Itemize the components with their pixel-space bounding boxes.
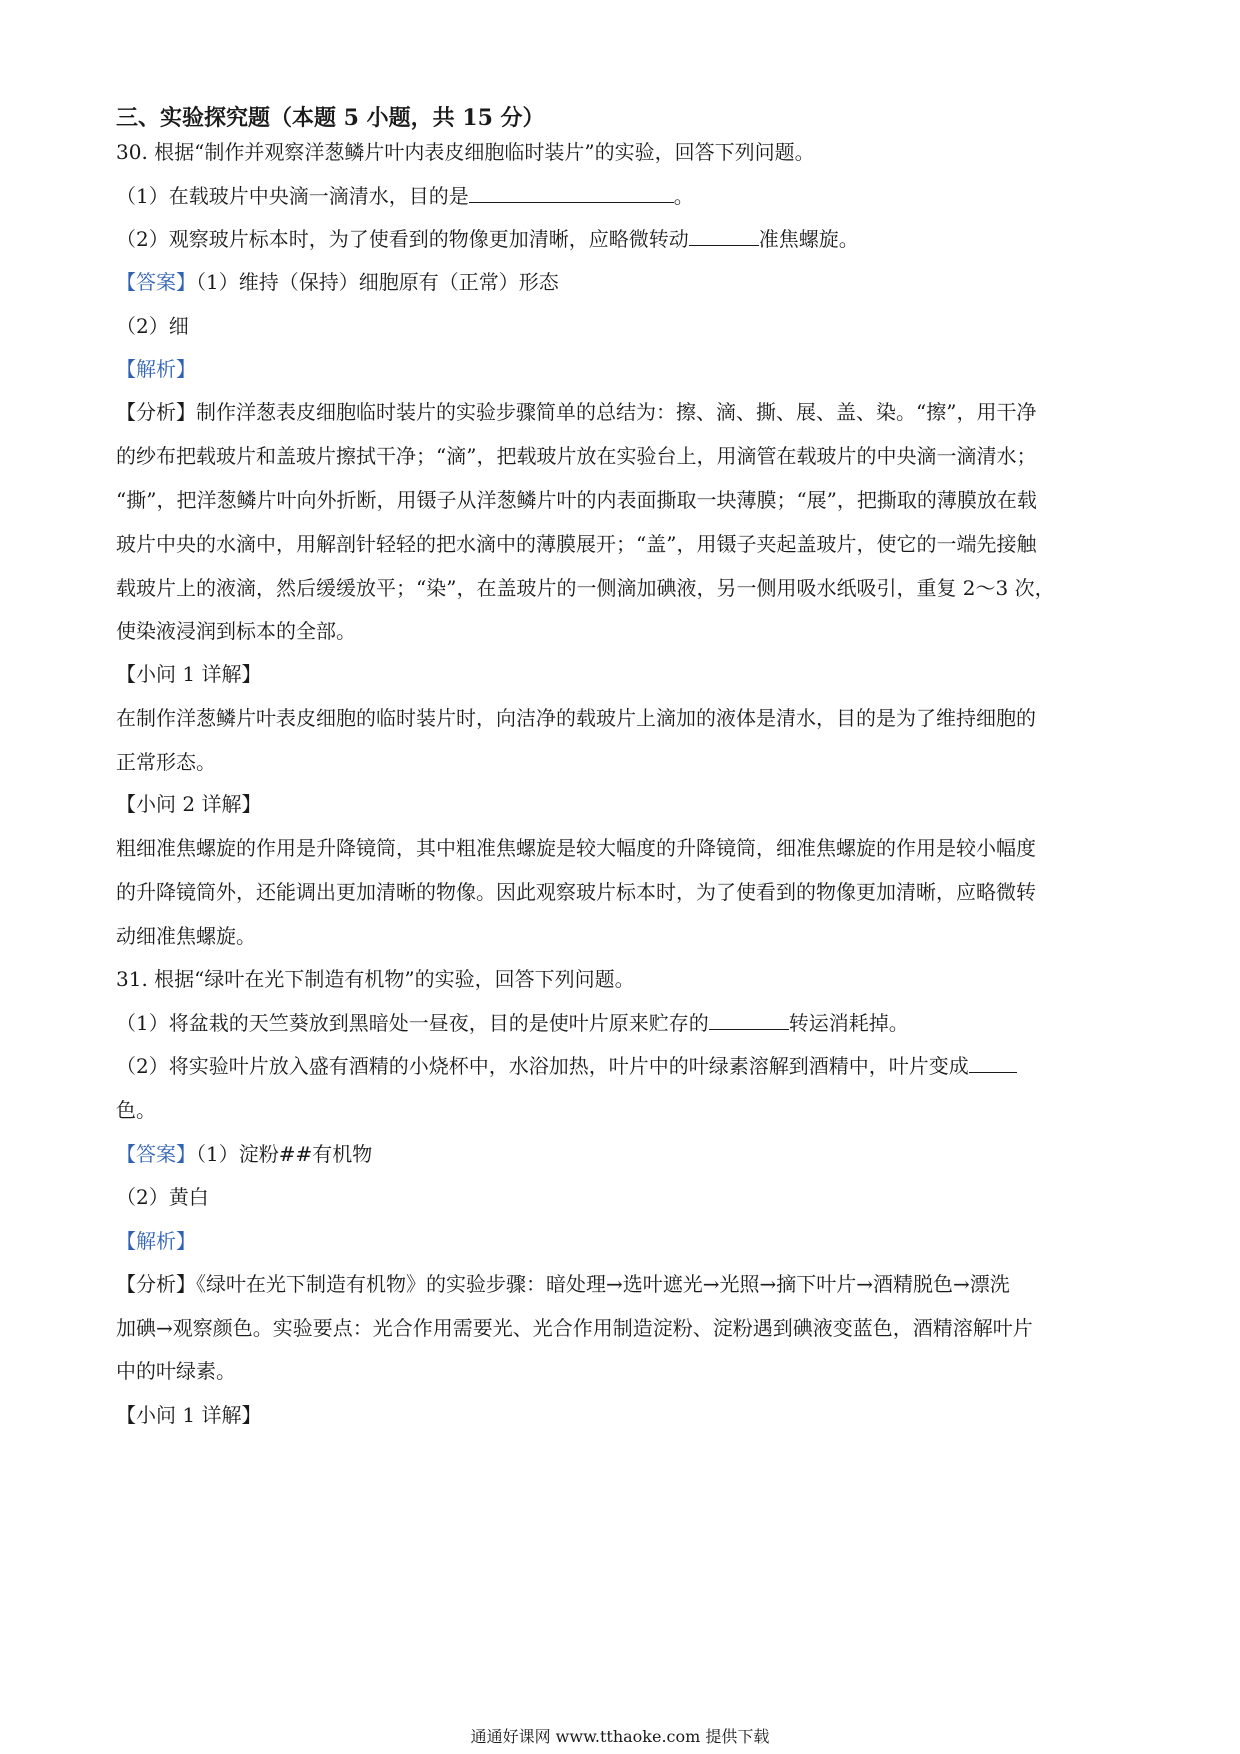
q31-sub1-text: （1）将盆栽的天竺葵放到黑暗处一昼夜，目的是使叶片原来贮存的 [116, 1011, 709, 1035]
q30-detail2-tag: 【小问 2 详解】 [116, 792, 262, 816]
fenxi-tag: 【分析】 [116, 1272, 196, 1296]
q30-sub1-end: 。 [673, 184, 694, 208]
q30-sub2-end: 准焦螺旋。 [758, 227, 859, 251]
q30-detail1-tag: 【小问 1 详解】 [116, 662, 262, 686]
q31-answer [116, 1140, 1126, 1168]
q31-sub1-blank [709, 1009, 789, 1030]
q30-stem: 30. 根据“制作并观察洋葱鳞片叶内表皮细胞临时装片”的实验，回答下列问题。 [116, 140, 815, 164]
q30-detail2-line-2: 动细准焦螺旋。 [116, 924, 256, 948]
section-title: 三、实验探究题（本题 5 小题，共 15 分） [116, 105, 545, 131]
q31-sub1-end: 转运消耗掉。 [788, 1011, 909, 1035]
q30-fenxi-line-0 [116, 398, 1126, 426]
q31-sub2-blank [969, 1052, 1017, 1073]
q30-fenxi-line-2: “撕”，把洋葱鳞片叶向外折断，用镊子从洋葱鳞片叶的内表面撕取一块薄膜；“展”，把撕取的薄膜放在载 [116, 488, 1037, 512]
q31-answer1: （1）淀粉##有机物 [196, 1142, 373, 1166]
q30-sub2-blank [689, 225, 759, 246]
page-footer: 通通好课网 www.tthaoke.com 提供下载 [470, 1727, 770, 1746]
q30-detail1-line-0: 在制作洋葱鳞片叶表皮细胞的临时装片时，向洁净的载玻片上滴加的液体是清水，目的是为了维持细胞的 [116, 706, 1036, 730]
fenxi-tag: 【分析】 [116, 400, 196, 424]
q31-fenxi-line-0 [116, 1270, 1126, 1298]
fenxi-text: 制作洋葱表皮细胞临时装片的实验步骤简单的总结为：擦、滴、撕、展、盖、染。“擦”，用干净 [196, 400, 1037, 424]
q30-sub1 [116, 182, 1126, 210]
q30-detail2-line-0: 粗细准焦螺旋的作用是升降镜筒，其中粗准焦螺旋是较大幅度的升降镜筒，细准焦螺旋的作用是较小幅度 [116, 836, 1036, 860]
q30-sub1-text: （1）在载玻片中央滴一滴清水，目的是 [116, 184, 469, 208]
q30-detail1-line-1: 正常形态。 [116, 750, 216, 774]
q31-answer2: （2）黄白 [116, 1185, 209, 1209]
q31-sub2 [116, 1052, 1126, 1080]
analysis-tag: 【解析】 [116, 357, 196, 381]
q31-sub2-text: （2）将实验叶片放入盛有酒精的小烧杯中，水浴加热，叶片中的叶绿素溶解到酒精中，叶片变成 [116, 1054, 969, 1078]
q30-fenxi-line-3: 玻片中央的水滴中，用解剖针轻轻的把水滴中的薄膜展开；“盖”，用镊子夹起盖玻片，使它的一端先接触 [116, 532, 1037, 556]
q31-stem: 31. 根据“绿叶在光下制造有机物”的实验，回答下列问题。 [116, 967, 635, 991]
answer-tag: 【答案】 [116, 270, 196, 294]
q31-fenxi-line-1: 加碘→观察颜色。实验要点：光合作用需要光、光合作用制造淀粉、淀粉遇到碘液变蓝色，酒精溶解叶片 [116, 1316, 1033, 1340]
q30-answer1: （1）维持（保持）细胞原有（正常）形态 [196, 270, 559, 294]
q30-fenxi-line-4: 载玻片上的液滴，然后缓缓放平；“染”，在盖玻片的一侧滴加碘液，另一侧用吸水纸吸引，重复 2～3 次， [116, 576, 1055, 600]
q30-fenxi-line-5: 使染液浸润到标本的全部。 [116, 619, 356, 643]
q30-sub1-blank [469, 182, 674, 203]
q30-sub2 [116, 225, 1126, 253]
q30-fenxi-line-1: 的纱布把载玻片和盖玻片擦拭干净；“滴”，把载玻片放在实验台上，用滴管在载玻片的中央滴一滴清水； [116, 444, 1037, 468]
q31-sub1 [116, 1009, 1126, 1037]
q30-answer [116, 268, 1126, 296]
q30-answer2: （2）细 [116, 314, 189, 338]
answer-tag: 【答案】 [116, 1142, 196, 1166]
q30-detail2-line-1: 的升降镜筒外，还能调出更加清晰的物像。因此观察玻片标本时，为了使看到的物像更加清晰，应略微转 [116, 880, 1036, 904]
q31-detail1-tag: 【小问 1 详解】 [116, 1403, 262, 1427]
q31-fenxi-line-2: 中的叶绿素。 [116, 1359, 236, 1383]
fenxi-text: 《绿叶在光下制造有机物》的实验步骤：暗处理→选叶遮光→光照→摘下叶片→酒精脱色→漂洗 [196, 1272, 1010, 1296]
analysis-tag: 【解析】 [116, 1229, 196, 1253]
q30-sub2-text: （2）观察玻片标本时，为了使看到的物像更加清晰，应略微转动 [116, 227, 689, 251]
q31-sub2-cont: 色。 [116, 1098, 156, 1122]
